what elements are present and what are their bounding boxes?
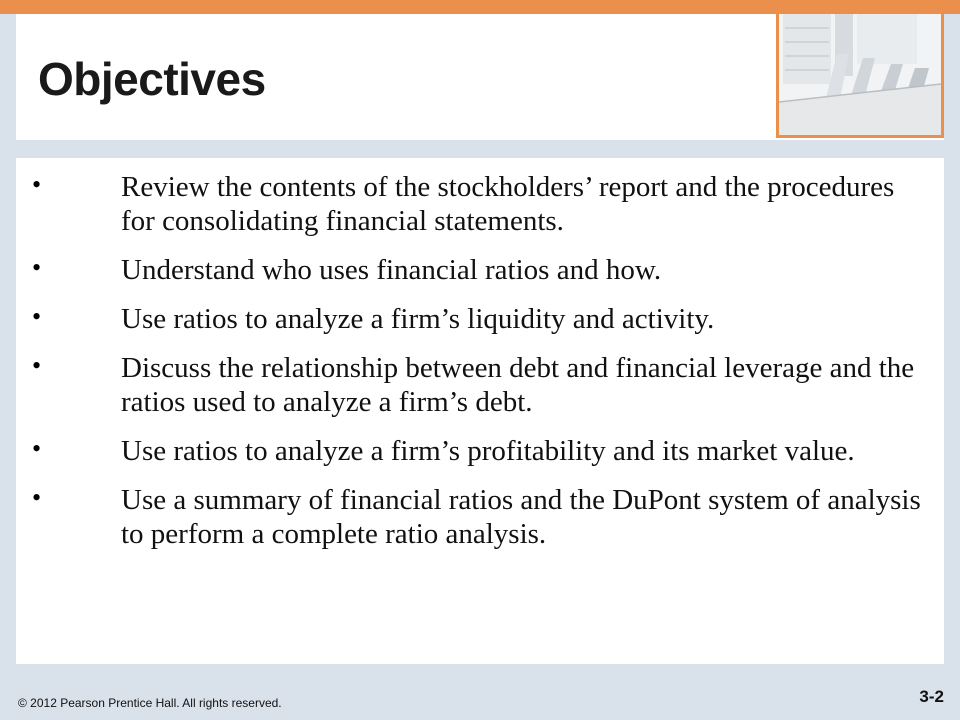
list-item bbox=[16, 351, 944, 419]
top-accent-bar bbox=[0, 0, 960, 14]
conference-room-photo bbox=[776, 14, 944, 138]
objective-text: Review the contents of the stockholders’ report and the procedures for consolidating financial statements. bbox=[121, 171, 895, 237]
list-item bbox=[16, 302, 944, 336]
conference-room-illustration bbox=[779, 14, 941, 135]
slide-number: 3-2 bbox=[919, 687, 944, 706]
bullet-icon: • bbox=[32, 170, 42, 199]
footer bbox=[0, 664, 960, 720]
objective-text: Use a summary of financial ratios and the DuPont system of analysis to perform a complete ratio analysis. bbox=[121, 484, 921, 550]
right-frame bbox=[944, 14, 960, 664]
objective-text: Understand who uses financial ratios and how. bbox=[121, 254, 662, 286]
bullet-icon: • bbox=[32, 302, 42, 331]
slide-title: Objectives bbox=[38, 53, 266, 105]
list-item bbox=[16, 253, 944, 287]
copyright-notice: © 2012 Pearson Prentice Hall. All rights reserved. bbox=[18, 696, 282, 710]
objectives-list bbox=[16, 170, 944, 560]
bullet-icon: • bbox=[32, 253, 42, 282]
bullet-icon: • bbox=[32, 483, 42, 512]
bullet-icon: • bbox=[32, 434, 42, 463]
list-item bbox=[16, 483, 944, 551]
objective-text: Discuss the relationship between debt and financial leverage and the ratios used to analyze a firm’s debt. bbox=[121, 352, 915, 418]
list-item bbox=[16, 170, 944, 238]
objective-text: Use ratios to analyze a firm’s profitability and its market value. bbox=[121, 435, 855, 467]
bullet-icon: • bbox=[32, 351, 42, 380]
left-frame bbox=[0, 14, 16, 664]
list-item bbox=[16, 434, 944, 468]
objective-text: Use ratios to analyze a firm’s liquidity and activity. bbox=[121, 303, 715, 335]
